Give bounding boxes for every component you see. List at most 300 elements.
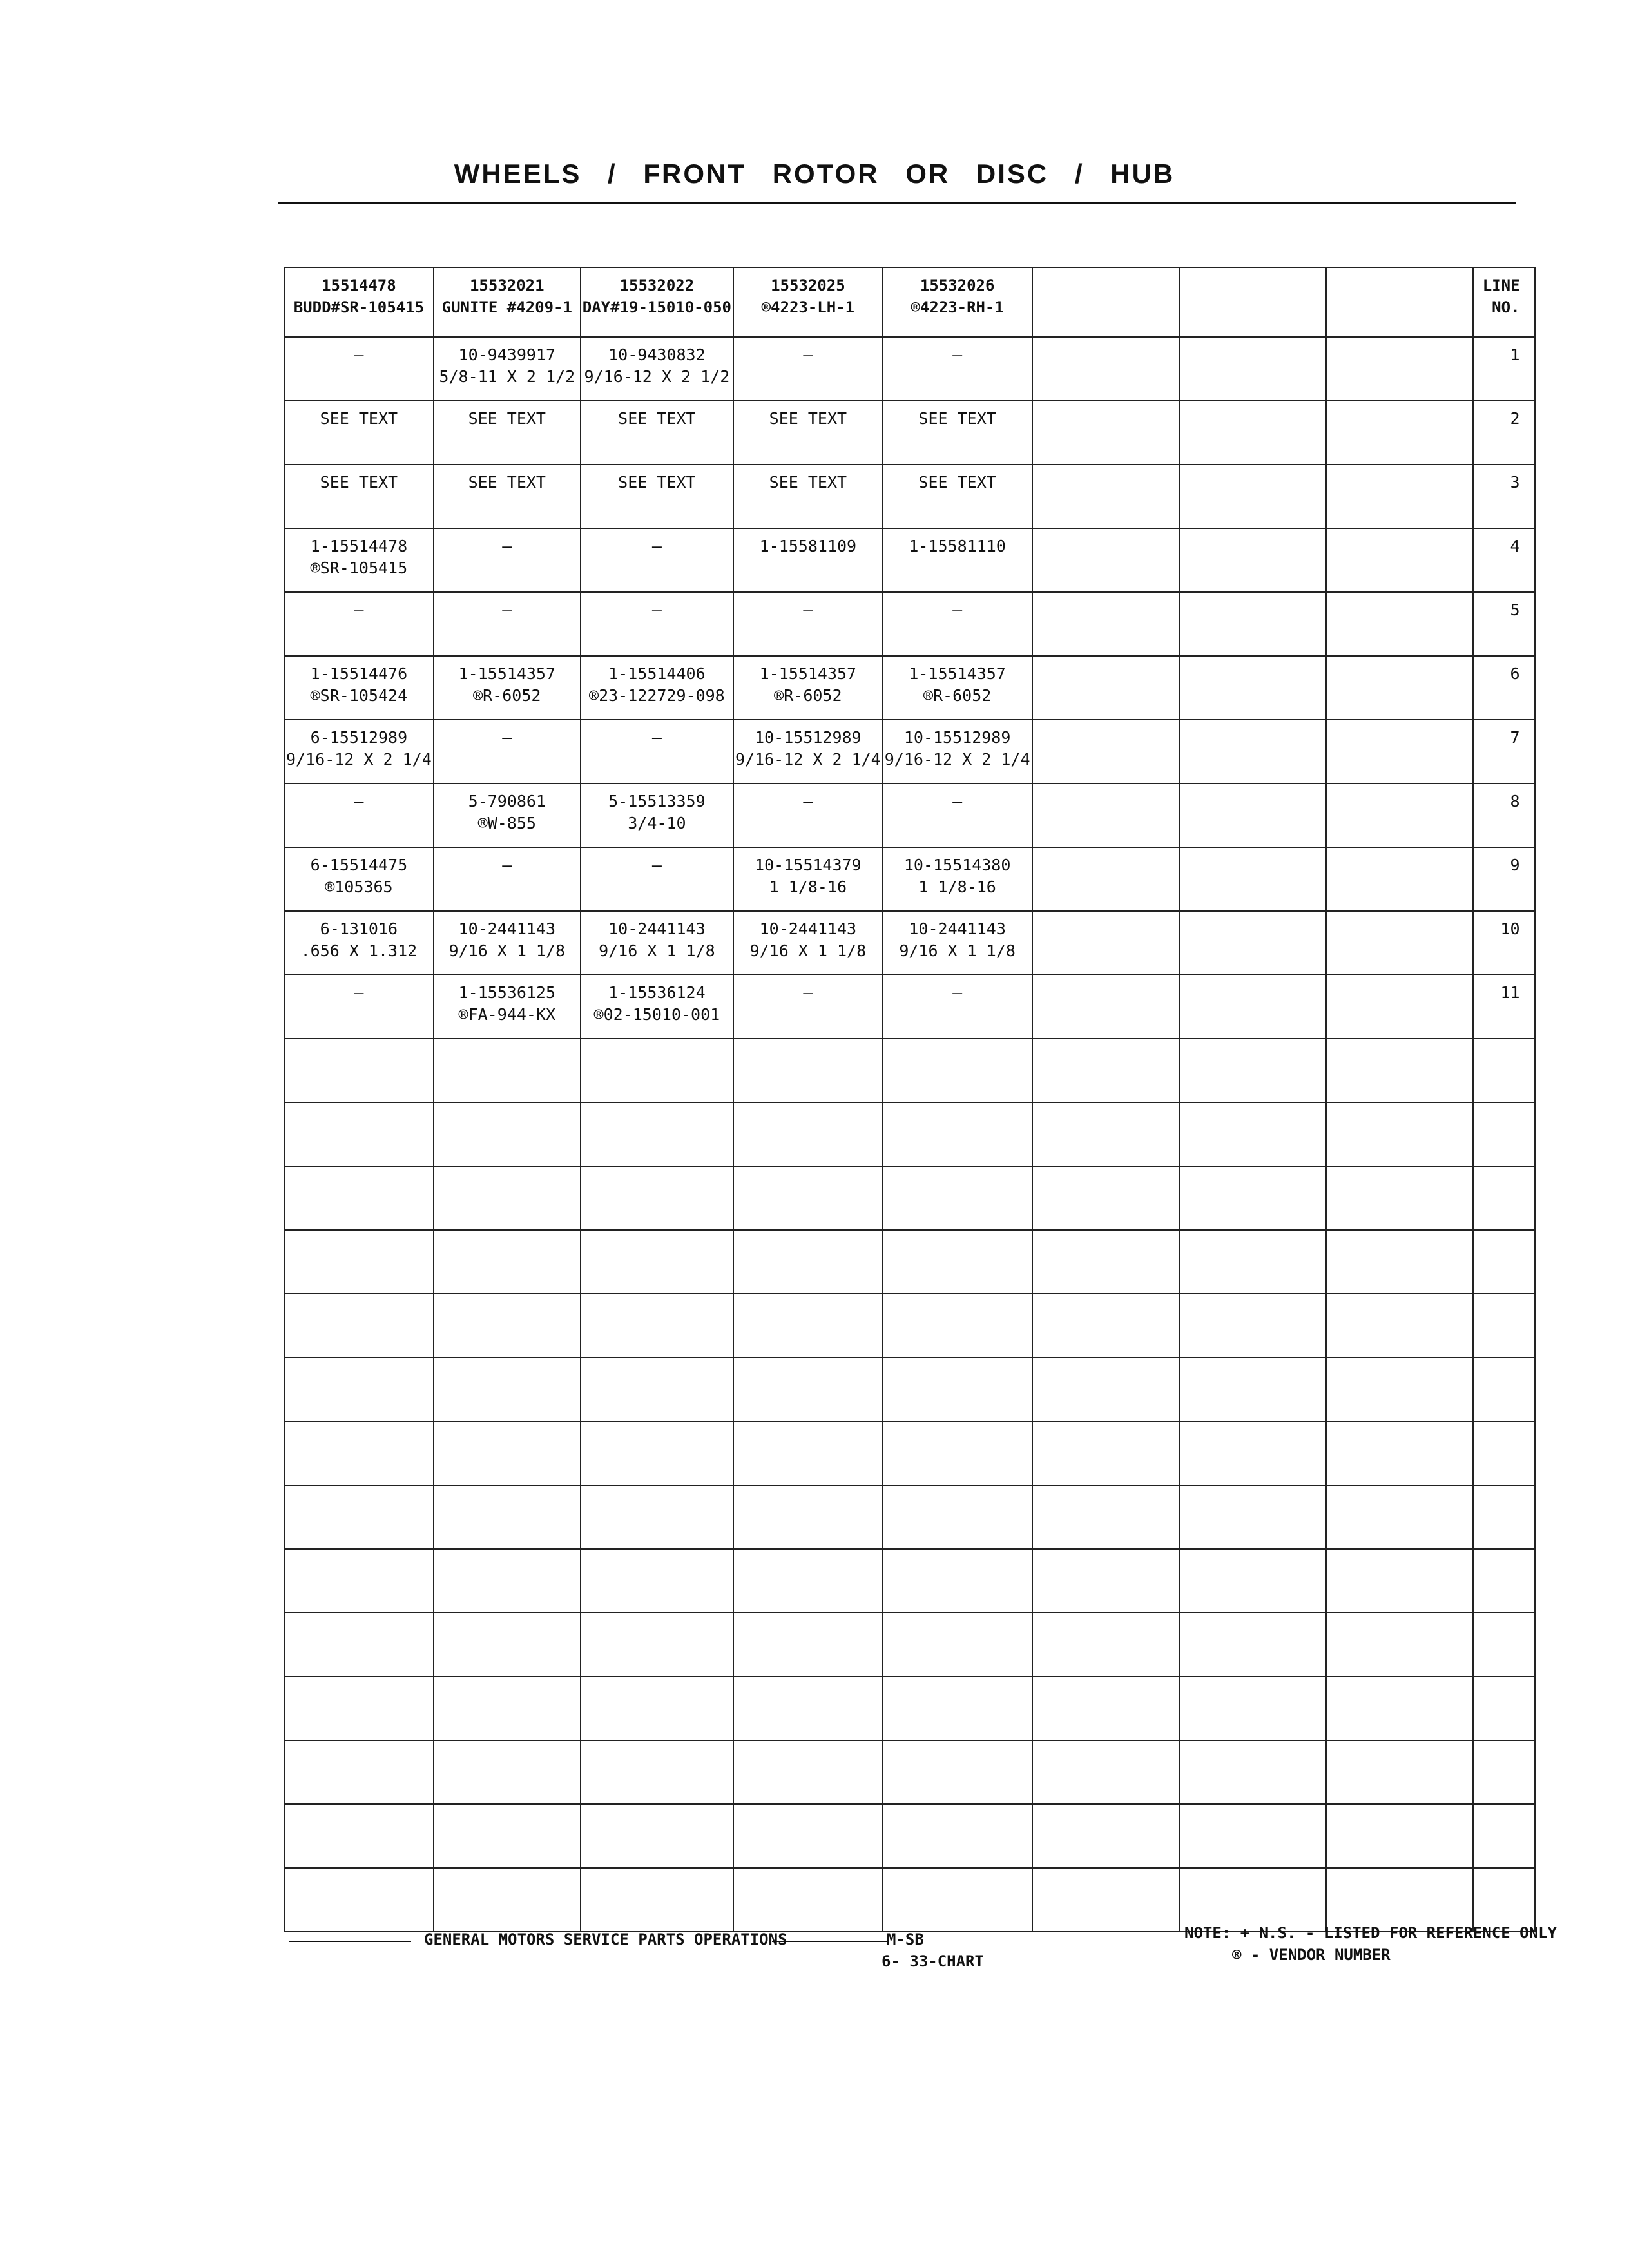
table-cell bbox=[733, 1102, 883, 1166]
table-cell bbox=[1326, 847, 1473, 911]
table-cell bbox=[1179, 337, 1326, 401]
table-cell bbox=[284, 592, 434, 656]
table-cell bbox=[883, 1549, 1032, 1613]
table-cell bbox=[1032, 1613, 1179, 1677]
table-cell bbox=[1032, 656, 1179, 720]
table-cell bbox=[883, 975, 1032, 1039]
cell-part-number: 1-15581110 bbox=[909, 537, 1006, 555]
cell-part-number: 10-9430832 bbox=[608, 345, 706, 364]
footer-code: M-SB bbox=[887, 1930, 924, 1948]
table-cell bbox=[883, 1166, 1032, 1230]
table-cell bbox=[284, 1230, 434, 1294]
line-number-cell bbox=[1473, 1549, 1535, 1613]
table-cell bbox=[1326, 1230, 1473, 1294]
table-cell bbox=[733, 1804, 883, 1868]
table-cell bbox=[434, 1102, 581, 1166]
cell-part-number: 1-15514357 bbox=[458, 664, 556, 683]
cell-part-number: 1-15581109 bbox=[759, 537, 857, 555]
table-cell bbox=[733, 975, 883, 1039]
table-cell bbox=[733, 1868, 883, 1932]
table-cell bbox=[1179, 528, 1326, 592]
table-cell bbox=[1032, 720, 1179, 783]
table-row bbox=[284, 1740, 1535, 1804]
line-number-cell: 4 bbox=[1473, 528, 1535, 592]
table-cell bbox=[581, 1549, 733, 1613]
cell-part-number: 10-9439917 bbox=[458, 345, 556, 364]
table-cell bbox=[1326, 656, 1473, 720]
line-number-cell bbox=[1473, 1740, 1535, 1804]
table-cell bbox=[434, 720, 581, 783]
line-number-cell: 9 bbox=[1473, 847, 1535, 911]
table-row bbox=[284, 1613, 1535, 1677]
cell-part-number: SEE TEXT bbox=[618, 473, 696, 492]
cell-detail: ®SR-105424 bbox=[310, 686, 408, 705]
cell-part-number: — bbox=[803, 983, 813, 1002]
column-header-vendor: ®4223-LH-1 bbox=[761, 298, 855, 316]
table-cell bbox=[581, 1485, 733, 1549]
table-row bbox=[284, 1549, 1535, 1613]
cell-part-number: — bbox=[502, 601, 512, 619]
cell-part-number: — bbox=[952, 792, 963, 811]
table-cell bbox=[581, 656, 733, 720]
table-cell bbox=[1179, 592, 1326, 656]
cell-detail: ®105365 bbox=[325, 878, 393, 896]
cell-part-number: 5-790861 bbox=[468, 792, 546, 811]
cell-detail: ®R-6052 bbox=[473, 686, 541, 705]
table-cell bbox=[1326, 592, 1473, 656]
column-header-part: 15532022 bbox=[619, 276, 695, 294]
table-cell bbox=[1326, 1613, 1473, 1677]
table-cell bbox=[1326, 1677, 1473, 1740]
cell-part-number: 10-2441143 bbox=[458, 919, 556, 938]
table-cell bbox=[733, 1421, 883, 1485]
line-number-cell: 3 bbox=[1473, 465, 1535, 528]
table-cell bbox=[1179, 1230, 1326, 1294]
cell-part-number: — bbox=[354, 983, 364, 1002]
cell-part-number: 1-15514476 bbox=[310, 664, 408, 683]
table-cell bbox=[284, 1485, 434, 1549]
table-cell bbox=[581, 1230, 733, 1294]
table-cell bbox=[883, 1804, 1032, 1868]
table-cell bbox=[733, 1740, 883, 1804]
cell-part-number: SEE TEXT bbox=[320, 473, 398, 492]
table-cell bbox=[883, 847, 1032, 911]
table-cell bbox=[1032, 465, 1179, 528]
table-cell bbox=[1179, 783, 1326, 847]
table-cell bbox=[1032, 1804, 1179, 1868]
line-number-cell: 7 bbox=[1473, 720, 1535, 783]
table-cell bbox=[883, 1102, 1032, 1166]
table-cell bbox=[733, 1549, 883, 1613]
cell-part-number: 1-15536125 bbox=[458, 983, 556, 1002]
header-row bbox=[284, 267, 1535, 337]
table-cell bbox=[284, 528, 434, 592]
table-cell bbox=[883, 1740, 1032, 1804]
table-row bbox=[284, 1294, 1535, 1358]
chart-body bbox=[284, 337, 1535, 1932]
table-cell bbox=[434, 1294, 581, 1358]
cell-detail: 3/4-10 bbox=[628, 814, 686, 832]
table-cell bbox=[1032, 592, 1179, 656]
table-cell bbox=[733, 1230, 883, 1294]
column-header-vendor: GUNITE #4209-1 bbox=[441, 298, 572, 316]
table-cell bbox=[733, 1485, 883, 1549]
table-cell bbox=[1326, 1102, 1473, 1166]
table-cell bbox=[284, 656, 434, 720]
table-row bbox=[284, 1358, 1535, 1421]
table-cell bbox=[434, 1804, 581, 1868]
table-cell bbox=[1326, 1740, 1473, 1804]
table-cell bbox=[581, 592, 733, 656]
table-row bbox=[284, 1804, 1535, 1868]
cell-part-number: 10-15514380 bbox=[903, 856, 1011, 874]
cell-part-number: 10-2441143 bbox=[759, 919, 857, 938]
table-row bbox=[284, 1868, 1535, 1932]
table-cell bbox=[1179, 1613, 1326, 1677]
table-cell bbox=[284, 1804, 434, 1868]
line-number-cell bbox=[1473, 1613, 1535, 1677]
cell-detail: 9/16-12 X 2 1/4 bbox=[884, 750, 1030, 769]
column-header-5 bbox=[883, 267, 1032, 337]
line-number-cell: 6 bbox=[1473, 656, 1535, 720]
line-number-cell bbox=[1473, 1358, 1535, 1421]
table-cell bbox=[581, 1804, 733, 1868]
cell-part-number: — bbox=[651, 537, 662, 555]
table-cell bbox=[1032, 401, 1179, 465]
table-cell bbox=[1032, 1294, 1179, 1358]
table-row bbox=[284, 1677, 1535, 1740]
footer-rule-mid bbox=[772, 1941, 887, 1942]
table-cell bbox=[1032, 528, 1179, 592]
table-cell bbox=[434, 401, 581, 465]
table-cell bbox=[1326, 1868, 1473, 1932]
table-cell bbox=[1326, 401, 1473, 465]
table-cell bbox=[581, 1868, 733, 1932]
table-cell bbox=[733, 1613, 883, 1677]
table-cell bbox=[1326, 911, 1473, 975]
line-number-header bbox=[1473, 267, 1535, 337]
line-number-cell bbox=[1473, 1485, 1535, 1549]
table-cell bbox=[434, 975, 581, 1039]
table-cell bbox=[1032, 1102, 1179, 1166]
table-cell bbox=[883, 720, 1032, 783]
table-cell bbox=[1326, 1549, 1473, 1613]
table-cell bbox=[1179, 1804, 1326, 1868]
table-cell bbox=[434, 1358, 581, 1421]
line-header-line1: LINE bbox=[1482, 276, 1520, 294]
column-header-part: 15514478 bbox=[322, 276, 396, 294]
cell-part-number: — bbox=[502, 537, 512, 555]
line-header-line2: NO. bbox=[1492, 298, 1520, 316]
table-cell bbox=[581, 1039, 733, 1102]
line-number-cell bbox=[1473, 1421, 1535, 1485]
table-cell bbox=[1179, 401, 1326, 465]
table-cell bbox=[1032, 1166, 1179, 1230]
table-cell bbox=[1326, 720, 1473, 783]
table-cell bbox=[733, 847, 883, 911]
cell-detail: 5/8-11 X 2 1/2 bbox=[439, 367, 575, 386]
table-cell bbox=[1179, 847, 1326, 911]
line-number-cell bbox=[1473, 1039, 1535, 1102]
column-header-4 bbox=[733, 267, 883, 337]
table-cell bbox=[1326, 1358, 1473, 1421]
cell-part-number: 10-15512989 bbox=[903, 728, 1011, 747]
cell-detail: 1 1/8-16 bbox=[918, 878, 996, 896]
table-row bbox=[284, 911, 1535, 975]
table-cell bbox=[1032, 1549, 1179, 1613]
table-cell bbox=[434, 1740, 581, 1804]
table-cell bbox=[1032, 783, 1179, 847]
cell-part-number: 1-15514357 bbox=[909, 664, 1006, 683]
table-cell bbox=[733, 1294, 883, 1358]
table-row bbox=[284, 783, 1535, 847]
table-cell bbox=[284, 1294, 434, 1358]
table-cell bbox=[733, 465, 883, 528]
cell-detail: ®SR-105415 bbox=[310, 559, 408, 577]
table-cell bbox=[883, 1613, 1032, 1677]
footer-page-number: 6- 33-CHART bbox=[882, 1952, 984, 1970]
table-cell bbox=[1032, 1230, 1179, 1294]
table-cell bbox=[883, 401, 1032, 465]
table-cell bbox=[581, 528, 733, 592]
table-cell bbox=[581, 465, 733, 528]
table-cell bbox=[1032, 337, 1179, 401]
cell-detail: ®R-6052 bbox=[923, 686, 992, 705]
cell-part-number: 1-15536124 bbox=[608, 983, 706, 1002]
cell-part-number: — bbox=[651, 601, 662, 619]
table-cell bbox=[1326, 465, 1473, 528]
table-cell bbox=[1179, 465, 1326, 528]
cell-part-number: 1-15514406 bbox=[608, 664, 706, 683]
cell-part-number: — bbox=[952, 345, 963, 364]
table-cell bbox=[1179, 975, 1326, 1039]
table-cell bbox=[581, 1613, 733, 1677]
cell-part-number: 10-15514379 bbox=[755, 856, 862, 874]
table-cell bbox=[284, 1549, 434, 1613]
cell-part-number: 6-15512989 bbox=[310, 728, 408, 747]
line-number-cell: 8 bbox=[1473, 783, 1535, 847]
cell-part-number: SEE TEXT bbox=[468, 409, 546, 428]
table-cell bbox=[1326, 783, 1473, 847]
table-row bbox=[284, 1230, 1535, 1294]
table-cell bbox=[434, 528, 581, 592]
footer-rule-left bbox=[289, 1941, 411, 1942]
table-row bbox=[284, 401, 1535, 465]
table-cell bbox=[883, 783, 1032, 847]
cell-part-number: 10-2441143 bbox=[608, 919, 706, 938]
table-cell bbox=[284, 1039, 434, 1102]
table-cell bbox=[434, 337, 581, 401]
table-cell bbox=[434, 465, 581, 528]
column-header-8 bbox=[1326, 267, 1473, 337]
table-cell bbox=[581, 1166, 733, 1230]
table-cell bbox=[284, 847, 434, 911]
table-row bbox=[284, 592, 1535, 656]
cell-detail: .656 X 1.312 bbox=[300, 941, 418, 960]
table-cell bbox=[1326, 1294, 1473, 1358]
cell-detail: ®W-855 bbox=[477, 814, 536, 832]
table-cell bbox=[1326, 1166, 1473, 1230]
line-number-cell bbox=[1473, 1230, 1535, 1294]
table-cell bbox=[434, 911, 581, 975]
column-header-part: 15532026 bbox=[920, 276, 995, 294]
table-cell bbox=[1179, 1868, 1326, 1932]
cell-part-number: 1-15514478 bbox=[310, 537, 408, 555]
table-cell bbox=[1326, 975, 1473, 1039]
cell-part-number: — bbox=[502, 728, 512, 747]
table-cell bbox=[733, 911, 883, 975]
table-cell bbox=[1032, 1039, 1179, 1102]
cell-part-number: 5-15513359 bbox=[608, 792, 706, 811]
line-number-cell bbox=[1473, 1677, 1535, 1740]
cell-detail: 9/16-12 X 2 1/4 bbox=[286, 750, 432, 769]
table-cell bbox=[1032, 1677, 1179, 1740]
table-cell bbox=[581, 720, 733, 783]
column-header-3 bbox=[581, 267, 733, 337]
table-cell bbox=[1032, 975, 1179, 1039]
table-row bbox=[284, 1421, 1535, 1485]
table-cell bbox=[733, 1166, 883, 1230]
table-row bbox=[284, 337, 1535, 401]
cell-part-number: SEE TEXT bbox=[918, 473, 996, 492]
table-row bbox=[284, 1166, 1535, 1230]
table-cell bbox=[284, 401, 434, 465]
table-cell bbox=[883, 1485, 1032, 1549]
table-cell bbox=[883, 528, 1032, 592]
table-cell bbox=[581, 337, 733, 401]
table-cell bbox=[1326, 1804, 1473, 1868]
table-cell bbox=[434, 1166, 581, 1230]
table-cell bbox=[1179, 1740, 1326, 1804]
table-row bbox=[284, 975, 1535, 1039]
table-cell bbox=[883, 592, 1032, 656]
table-cell bbox=[284, 1613, 434, 1677]
cell-part-number: — bbox=[651, 728, 662, 747]
table-cell bbox=[883, 1358, 1032, 1421]
cell-part-number: 10-15512989 bbox=[755, 728, 862, 747]
table-cell bbox=[883, 1230, 1032, 1294]
table-cell bbox=[434, 783, 581, 847]
line-number-cell bbox=[1473, 1294, 1535, 1358]
cell-part-number: — bbox=[651, 856, 662, 874]
cell-part-number: SEE TEXT bbox=[918, 409, 996, 428]
table-cell bbox=[434, 1039, 581, 1102]
cell-part-number: SEE TEXT bbox=[618, 409, 696, 428]
table-cell bbox=[1032, 1421, 1179, 1485]
cell-detail: 9/16 X 1 1/8 bbox=[749, 941, 867, 960]
table-cell bbox=[733, 1677, 883, 1740]
cell-part-number: — bbox=[354, 345, 364, 364]
table-cell bbox=[581, 1677, 733, 1740]
line-number-cell: 1 bbox=[1473, 337, 1535, 401]
table-cell bbox=[883, 1294, 1032, 1358]
table-row bbox=[284, 720, 1535, 783]
column-header-7 bbox=[1179, 267, 1326, 337]
table-row bbox=[284, 1102, 1535, 1166]
table-cell bbox=[434, 656, 581, 720]
table-cell bbox=[434, 1613, 581, 1677]
table-cell bbox=[581, 911, 733, 975]
cell-part-number: — bbox=[803, 601, 813, 619]
column-header-6 bbox=[1032, 267, 1179, 337]
table-cell bbox=[1179, 1485, 1326, 1549]
table-cell bbox=[434, 1549, 581, 1613]
table-cell bbox=[284, 465, 434, 528]
table-cell bbox=[883, 1868, 1032, 1932]
table-cell bbox=[883, 465, 1032, 528]
column-header-vendor: ®4223-RH-1 bbox=[911, 298, 1004, 316]
table-cell bbox=[1032, 1358, 1179, 1421]
table-cell bbox=[581, 1740, 733, 1804]
table-cell bbox=[434, 847, 581, 911]
cell-detail: 9/16 X 1 1/8 bbox=[599, 941, 715, 960]
table-cell bbox=[1179, 1358, 1326, 1421]
table-cell bbox=[883, 1677, 1032, 1740]
parts-chart-table bbox=[284, 267, 1536, 1932]
column-header-1 bbox=[284, 267, 434, 337]
table-cell bbox=[581, 1421, 733, 1485]
table-row bbox=[284, 1039, 1535, 1102]
table-cell bbox=[581, 1294, 733, 1358]
table-cell bbox=[1032, 1740, 1179, 1804]
cell-part-number: — bbox=[952, 601, 963, 619]
line-number-cell: 5 bbox=[1473, 592, 1535, 656]
cell-part-number: 6-15514475 bbox=[310, 856, 408, 874]
cell-part-number: 1-15514357 bbox=[759, 664, 857, 683]
cell-detail: ®FA-944-KX bbox=[458, 1005, 556, 1024]
cell-detail: ®R-6052 bbox=[774, 686, 842, 705]
table-cell bbox=[1032, 847, 1179, 911]
footer-org: GENERAL MOTORS SERVICE PARTS OPERATIONS bbox=[424, 1930, 787, 1948]
table-cell bbox=[883, 337, 1032, 401]
table-cell bbox=[434, 1677, 581, 1740]
cell-part-number: SEE TEXT bbox=[468, 473, 546, 492]
table-cell bbox=[733, 656, 883, 720]
table-cell bbox=[434, 592, 581, 656]
cell-part-number: 6-131016 bbox=[320, 919, 398, 938]
line-number-cell: 11 bbox=[1473, 975, 1535, 1039]
table-cell bbox=[1179, 911, 1326, 975]
line-number-cell bbox=[1473, 1166, 1535, 1230]
column-header-vendor: BUDD#SR-105415 bbox=[293, 298, 425, 316]
table-cell bbox=[581, 783, 733, 847]
table-cell bbox=[1326, 1039, 1473, 1102]
cell-part-number: SEE TEXT bbox=[769, 473, 847, 492]
table-cell bbox=[733, 720, 883, 783]
cell-part-number: — bbox=[354, 601, 364, 619]
table-row bbox=[284, 465, 1535, 528]
column-header-vendor: DAY#19-15010-050 bbox=[582, 298, 731, 316]
table-cell bbox=[1179, 720, 1326, 783]
table-cell bbox=[1326, 1485, 1473, 1549]
table-cell bbox=[1179, 1039, 1326, 1102]
table-cell bbox=[284, 1677, 434, 1740]
table-row bbox=[284, 528, 1535, 592]
table-cell bbox=[733, 528, 883, 592]
column-header-part: 15532025 bbox=[771, 276, 845, 294]
cell-detail: 9/16 X 1 1/8 bbox=[899, 941, 1016, 960]
line-number-cell bbox=[1473, 1804, 1535, 1868]
footer-vendor-note: ® - VENDOR NUMBER bbox=[1232, 1946, 1391, 1964]
table-cell bbox=[434, 1421, 581, 1485]
table-cell bbox=[284, 1166, 434, 1230]
table-cell bbox=[581, 1102, 733, 1166]
table-cell bbox=[1179, 656, 1326, 720]
table-cell bbox=[284, 911, 434, 975]
table-cell bbox=[733, 1358, 883, 1421]
cell-detail: ®02-15010-001 bbox=[593, 1005, 720, 1024]
table-cell bbox=[883, 1421, 1032, 1485]
